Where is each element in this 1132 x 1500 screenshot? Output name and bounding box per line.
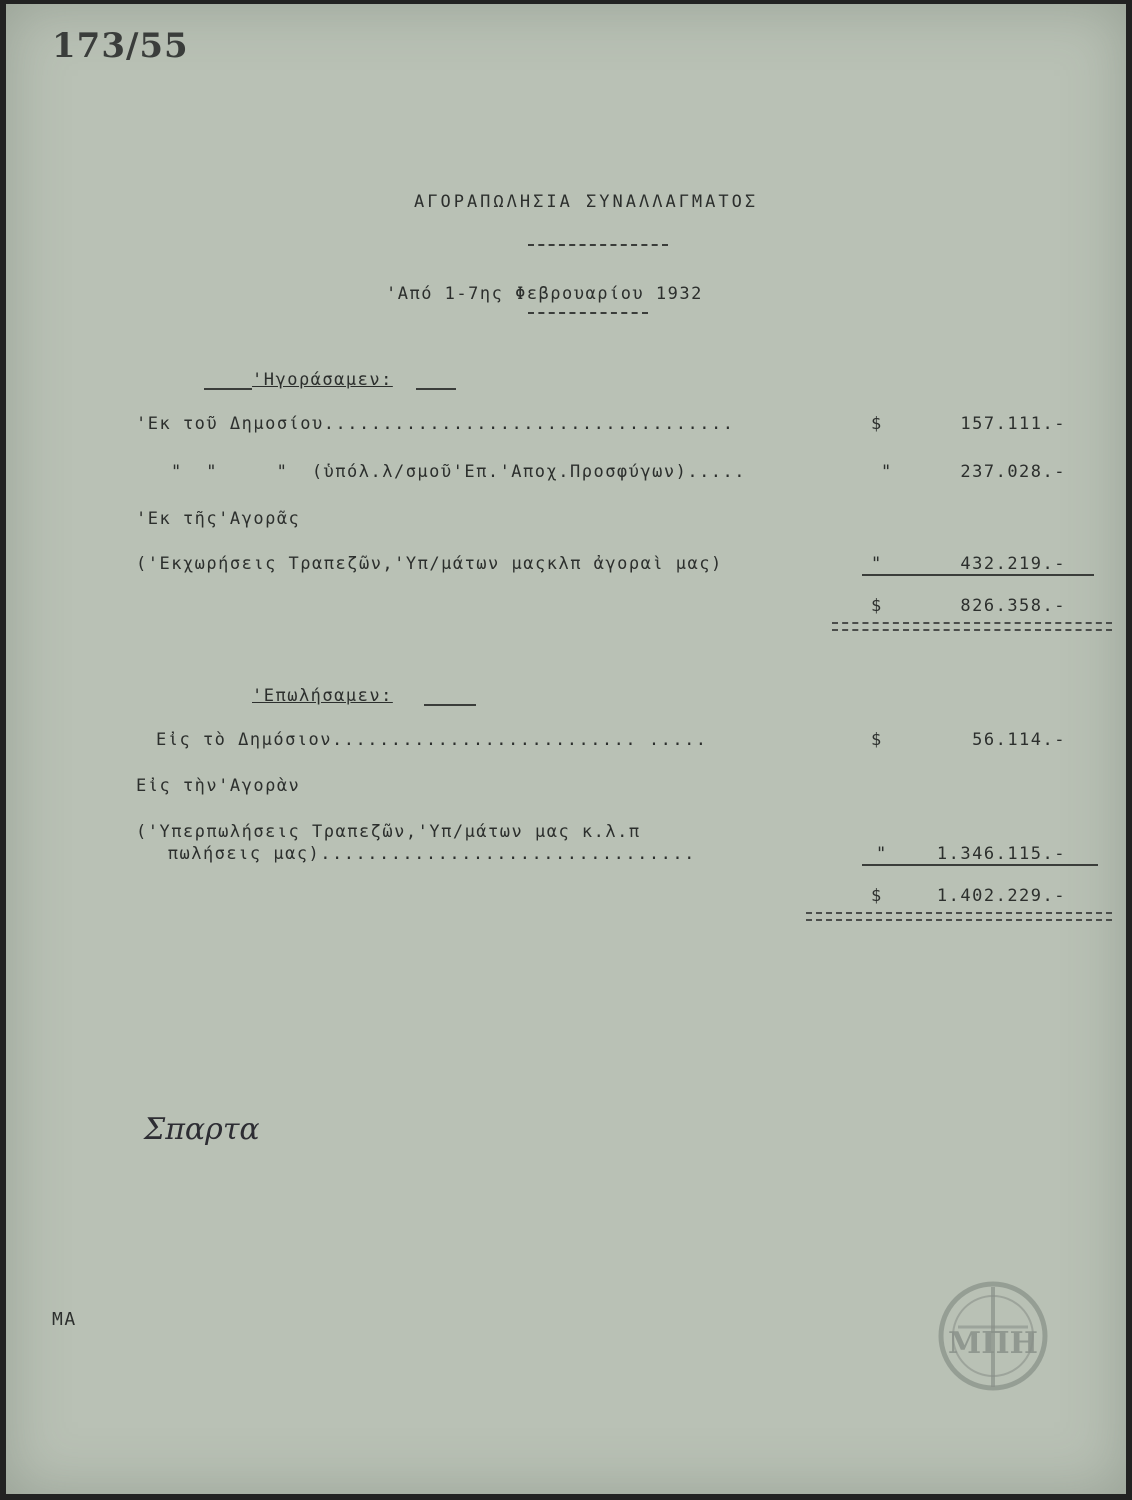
purchase-row-mark: $: [871, 414, 883, 434]
purchase-row-amount: 157.111.-: [960, 414, 1066, 434]
seal-text: ΜΠΗ: [948, 1326, 1038, 1361]
signature: Σπαρτα: [144, 1112, 260, 1147]
archive-number: 173/55: [52, 26, 189, 66]
initials: ΜΑ: [52, 1309, 77, 1330]
purchase-row-mark: ": [881, 462, 893, 482]
purchases-total: 826.358.-: [960, 596, 1066, 616]
purchase-row-mark: ": [871, 554, 883, 574]
sale-row-label: Εἰς τὴν'Αγορὰν: [136, 776, 301, 796]
sales-double-rule: [806, 912, 1112, 921]
period-rule: [528, 312, 648, 314]
purchases-total-mark: $: [871, 596, 883, 616]
document-title: ΑΓΟΡΑΠΩΛΗΣΙΑ ΣΥΝΑΛΛΑΓΜΑΤΟΣ: [414, 192, 759, 212]
document-page: [6, 4, 1126, 1494]
sale-row-label: ('Υπερπωλήσεις Τραπεζῶν,'Υπ/μάτων μας κ.λ.π: [136, 822, 641, 842]
purchase-row-label: 'Εκ τῆς'Αγορᾶς: [136, 509, 301, 529]
sale-row-label: πωλήσεις μας)................................: [156, 844, 696, 864]
heading-underline-right: [416, 388, 456, 390]
title-rule: [528, 244, 668, 246]
sales-heading: 'Επωλήσαμεν:: [252, 686, 393, 706]
period-line: 'Από 1-7ης Φεβρουαρίου 1932: [386, 284, 703, 304]
purchase-row-label: 'Εκ τοῦ Δημοσίου...................................: [136, 414, 735, 434]
sale-row-mark: ": [876, 844, 888, 864]
heading-underline-right: [424, 704, 476, 706]
purchase-row-label: " " " (ὑπόλ.λ/σμοῦ'Επ.'Αποχ.Προσφύγων).....: [171, 462, 747, 482]
purchases-heading: 'Ηγοράσαμεν:: [252, 370, 393, 390]
subtotal-rule: [862, 574, 1094, 576]
subtotal-rule: [862, 864, 1098, 866]
archive-seal-icon: [936, 1279, 1051, 1394]
sales-total: 1.402.229.-: [936, 886, 1066, 906]
sales-total-mark: $: [871, 886, 883, 906]
sale-row-label: Εἰς τὸ Δημόσιον.......................... .....: [156, 730, 708, 750]
purchase-row-amount: 432.219.-: [960, 554, 1066, 574]
purchase-row-label: ('Εκχωρήσεις Τραπεζῶν,'Υπ/μάτων μαςκλπ ἀγοραὶ μας): [136, 554, 723, 574]
sale-row-amount: 56.114.-: [972, 730, 1066, 750]
purchases-double-rule: [832, 622, 1112, 631]
sale-row-mark: $: [871, 730, 883, 750]
sale-row-amount: 1.346.115.-: [936, 844, 1066, 864]
purchase-row-amount: 237.028.-: [960, 462, 1066, 482]
heading-underline-left: [204, 388, 252, 390]
